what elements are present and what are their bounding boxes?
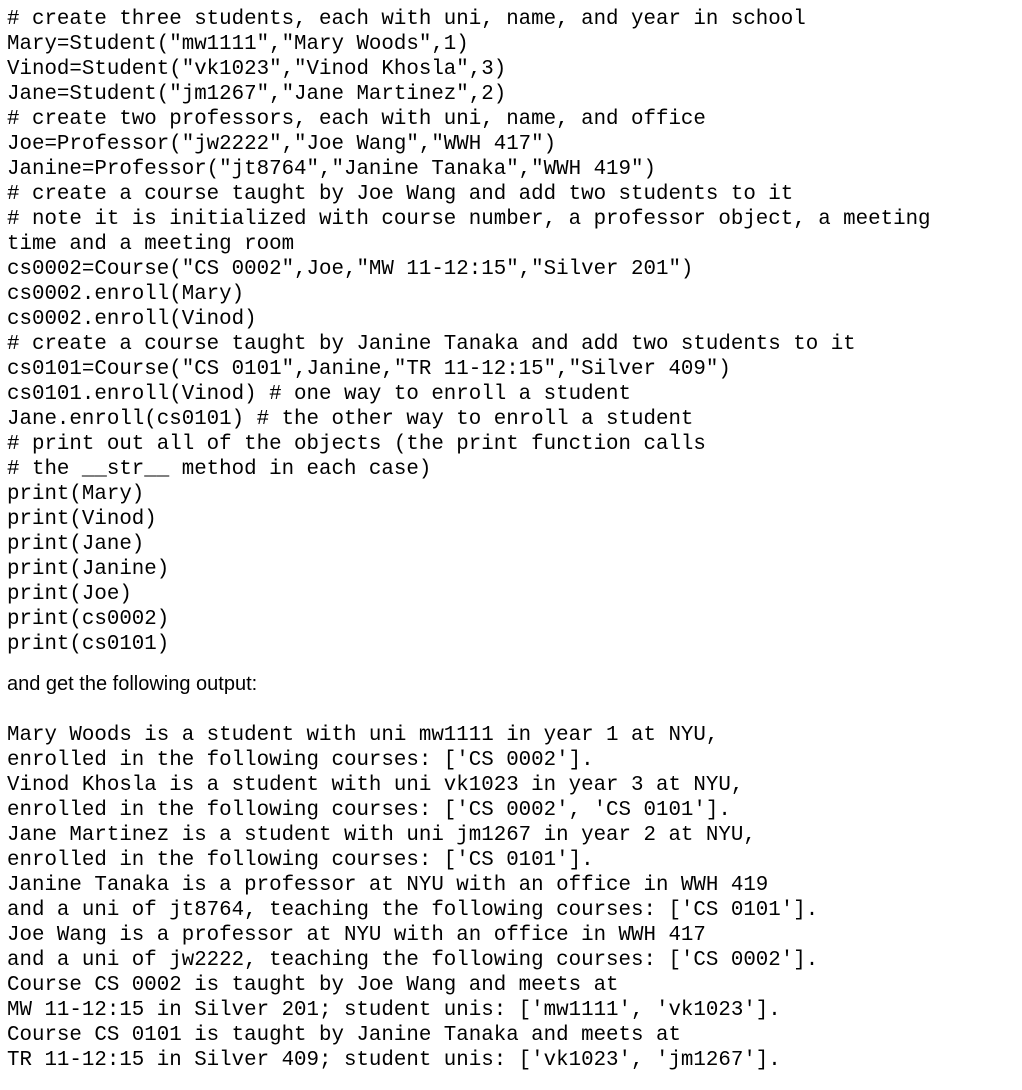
output-line: Joe Wang is a professor at NYU with an office in WWH 417 <box>7 924 706 947</box>
code-line: cs0101=Course("CS 0101",Janine,"TR 11-12:15","Silver 409") <box>7 358 731 381</box>
code-line: print(Jane) <box>7 533 145 556</box>
output-line: Course CS 0002 is taught by Joe Wang and meets at <box>7 974 619 997</box>
code-line: print(cs0101) <box>7 633 170 656</box>
output-line: Janine Tanaka is a professor at NYU with an office in WWH 419 <box>7 874 769 897</box>
code-line: cs0002=Course("CS 0002",Joe,"MW 11-12:15","Silver 201") <box>7 258 694 281</box>
code-line: Joe=Professor("jw2222","Joe Wang","WWH 417") <box>7 133 557 156</box>
output-line: MW 11-12:15 in Silver 201; student unis: ['mw1111', 'vk1023']. <box>7 999 781 1022</box>
output-line: enrolled in the following courses: ['CS 0101']. <box>7 849 594 872</box>
output-line: and a uni of jw2222, teaching the following courses: ['CS 0002']. <box>7 949 819 972</box>
code-line: print(Mary) <box>7 483 145 506</box>
document-page <box>7 7 1017 1073</box>
code-line: Janine=Professor("jt8764","Janine Tanaka","WWH 419") <box>7 158 656 181</box>
code-block <box>7 7 1017 657</box>
output-line: and a uni of jt8764, teaching the following courses: ['CS 0101']. <box>7 899 819 922</box>
code-line: # create three students, each with uni, name, and year in school <box>7 8 806 31</box>
output-line: TR 11-12:15 in Silver 409; student unis: ['vk1023', 'jm1267']. <box>7 1049 781 1072</box>
code-line: # note it is initialized with course number, a professor object, a meeting <box>7 208 931 231</box>
code-line: # print out all of the objects (the print function calls <box>7 433 706 456</box>
output-line: enrolled in the following courses: ['CS 0002', 'CS 0101']. <box>7 799 731 822</box>
code-line: # create two professors, each with uni, name, and office <box>7 108 706 131</box>
code-line: Vinod=Student("vk1023","Vinod Khosla",3) <box>7 58 507 81</box>
code-line: Jane=Student("jm1267","Jane Martinez",2) <box>7 83 507 106</box>
prose-text: and get the following output: <box>7 673 258 695</box>
output-line: enrolled in the following courses: ['CS 0002']. <box>7 749 594 772</box>
code-line: print(Vinod) <box>7 508 157 531</box>
code-line: print(cs0002) <box>7 608 170 631</box>
code-line: Jane.enroll(cs0101) # the other way to enroll a student <box>7 408 694 431</box>
output-line: Course CS 0101 is taught by Janine Tanaka and meets at <box>7 1024 681 1047</box>
code-line: # create a course taught by Joe Wang and add two students to it <box>7 183 794 206</box>
output-block <box>7 723 1017 1073</box>
code-line: time and a meeting room <box>7 233 295 256</box>
code-line: print(Janine) <box>7 558 170 581</box>
code-line: # the __str__ method in each case) <box>7 458 432 481</box>
code-line: cs0002.enroll(Vinod) <box>7 308 257 331</box>
output-line: Jane Martinez is a student with uni jm1267 in year 2 at NYU, <box>7 824 756 847</box>
code-line: # create a course taught by Janine Tanaka and add two students to it <box>7 333 856 356</box>
code-line: Mary=Student("mw1111","Mary Woods",1) <box>7 33 469 56</box>
output-line: Mary Woods is a student with uni mw1111 in year 1 at NYU, <box>7 724 719 747</box>
output-line: Vinod Khosla is a student with uni vk1023 in year 3 at NYU, <box>7 774 744 797</box>
code-line: cs0101.enroll(Vinod) # one way to enroll a student <box>7 383 632 406</box>
code-line: print(Joe) <box>7 583 132 606</box>
code-line: cs0002.enroll(Mary) <box>7 283 245 306</box>
